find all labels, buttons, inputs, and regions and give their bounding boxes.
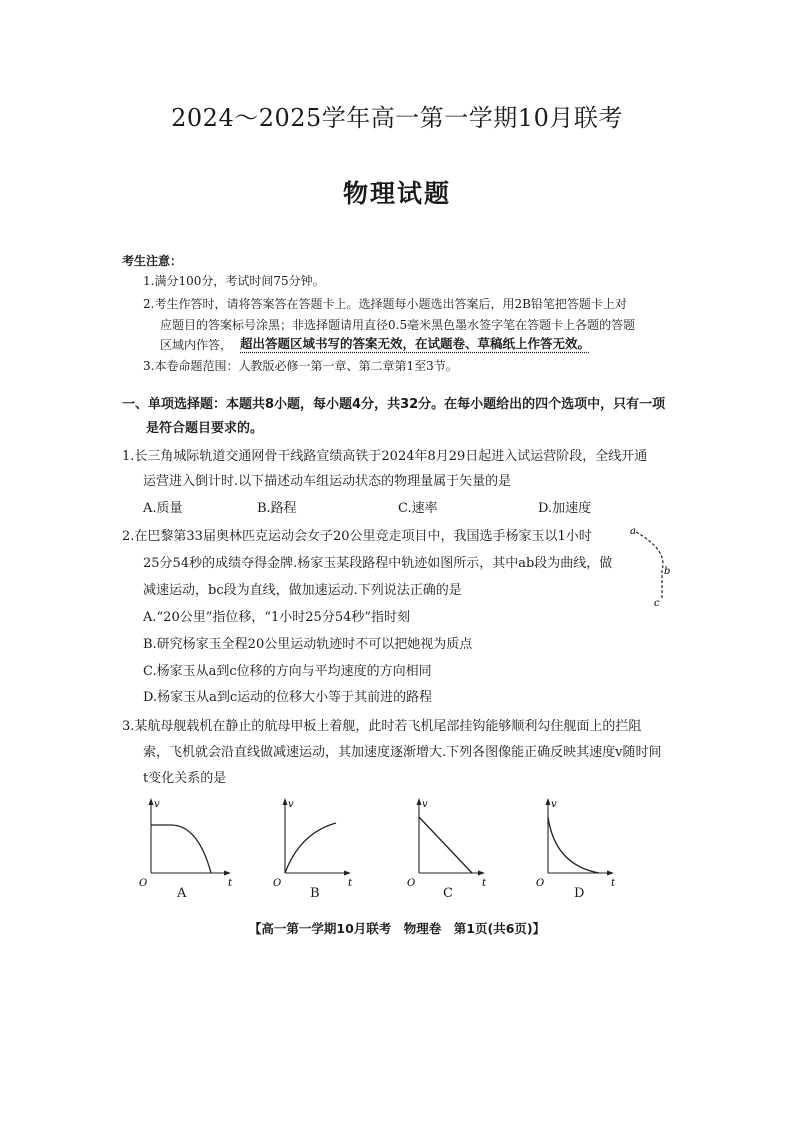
notice-heading: 考生注意： bbox=[122, 254, 183, 268]
graph-c-label: C bbox=[443, 886, 453, 901]
graph-a-curve bbox=[151, 825, 211, 873]
q2-stem-cont: 减速运动，bc段为直线，做加速运动.下列说法正确的是 bbox=[143, 583, 462, 598]
graph-b bbox=[270, 795, 370, 895]
v-axis-label: v bbox=[288, 799, 294, 810]
origin-label: O bbox=[139, 878, 148, 889]
graph-d bbox=[533, 795, 633, 895]
notice-item-start: 区域内作答， bbox=[160, 338, 233, 352]
v-axis-label: v bbox=[422, 799, 428, 810]
origin-label: O bbox=[536, 878, 545, 889]
graph-a bbox=[136, 795, 236, 895]
graph-d-curve bbox=[548, 817, 599, 873]
section-heading: 一、单项选择题：本题共8小题，每小题4分，共32分。在每小题给出的四个选项中，只有一项 bbox=[122, 397, 666, 412]
page-title: 2024～2025学年高一第一学期10月联考 bbox=[171, 104, 623, 132]
q1-stem-cont: 运营进入倒计时.以下描述动车组运动状态的物理量属于矢量的是 bbox=[143, 474, 512, 489]
trajectory-figure bbox=[622, 522, 672, 610]
origin-label: O bbox=[273, 878, 282, 889]
graph-d-label: D bbox=[574, 886, 585, 901]
notice-item: 2.考生作答时，请将答案答在答题卡上。选择题每小题选出答案后，用2B铅笔把答题卡上对 bbox=[143, 297, 627, 311]
origin-label: O bbox=[407, 878, 416, 889]
point-a-label: a bbox=[630, 526, 636, 537]
q1-option-d: D.加速度 bbox=[538, 501, 592, 516]
q1-option-a: A.质量 bbox=[143, 501, 183, 516]
subject-title: 物理试题 bbox=[342, 179, 451, 208]
graph-c bbox=[404, 795, 504, 895]
notice-item: 应题目的答案标号涂黑；非选择题请用直径0.5毫米黑色墨水签字笔在答题卡上各题的答题 bbox=[160, 318, 636, 332]
q1-option-c: C.速率 bbox=[398, 501, 438, 516]
q2-option-b: B.研究杨家玉全程20公里运动轨迹时不可以把她视为质点 bbox=[143, 637, 473, 652]
graph-b-curve bbox=[285, 823, 336, 873]
q3-stem-cont: t变化关系的是 bbox=[143, 771, 227, 786]
graph-b-label: B bbox=[310, 886, 320, 901]
q3-stem-cont: 索，飞机就会沿直线做减速运动，其加速度逐渐增大.下列各图像能正确反映其速度v随时间 bbox=[143, 745, 662, 760]
graph-c-line bbox=[419, 817, 472, 873]
q1-stem: 1.长三角城际轨道交通网骨干线路宣绩高铁于2024年8月29日起进入试运营阶段，全线开通 bbox=[122, 449, 648, 464]
t-axis-label: t bbox=[348, 878, 353, 889]
q2-option-d: D.杨家玉从a到c运动的位移大小等于其前进的路程 bbox=[143, 690, 433, 705]
notice-emphasis: 超出答题区域书写的答案无效，在试题卷、草稿纸上作答无效。 bbox=[240, 336, 591, 351]
point-b-label: b bbox=[664, 566, 671, 577]
q1-option-b: B.路程 bbox=[257, 501, 297, 516]
q2-stem: 2.在巴黎第33届奥林匹克运动会女子20公里竞走项目中，我国选手杨家玉以1小时 bbox=[122, 529, 592, 544]
t-axis-label: t bbox=[228, 878, 233, 889]
v-axis-label: v bbox=[551, 799, 557, 810]
section-heading-cont: 是符合题目要求的。 bbox=[146, 421, 264, 436]
t-axis-label: t bbox=[482, 878, 487, 889]
graph-a-label: A bbox=[177, 886, 187, 901]
v-axis-label: v bbox=[154, 799, 160, 810]
q2-stem-cont: 25分54秒的成绩夺得金牌.杨家玉某段路程中轨迹如图所示，其中ab段为曲线，做 bbox=[143, 556, 613, 571]
point-c-label: c bbox=[654, 598, 660, 609]
t-axis-label: t bbox=[611, 878, 616, 889]
page-footer: 【高一第一学期10月联考 物理卷 第1页(共6页)】 bbox=[248, 921, 546, 936]
q2-option-a: A.“20公里”指位移，“1小时25分54秒”指时刻 bbox=[143, 610, 411, 625]
q3-stem: 3.某航母舰载机在静止的航母甲板上着舰，此时若飞机尾部挂钩能够顺利勾住舰面上的拦阻 bbox=[122, 719, 642, 734]
trajectory-path bbox=[636, 532, 663, 600]
q2-option-c: C.杨家玉从a到c位移的方向与平均速度的方向相同 bbox=[143, 664, 432, 679]
notice-item: 1.满分100分，考试时间75分钟。 bbox=[143, 274, 325, 288]
notice-item: 3.本卷命题范围：人教版必修一第一章、第二章第1至3节。 bbox=[143, 359, 458, 373]
